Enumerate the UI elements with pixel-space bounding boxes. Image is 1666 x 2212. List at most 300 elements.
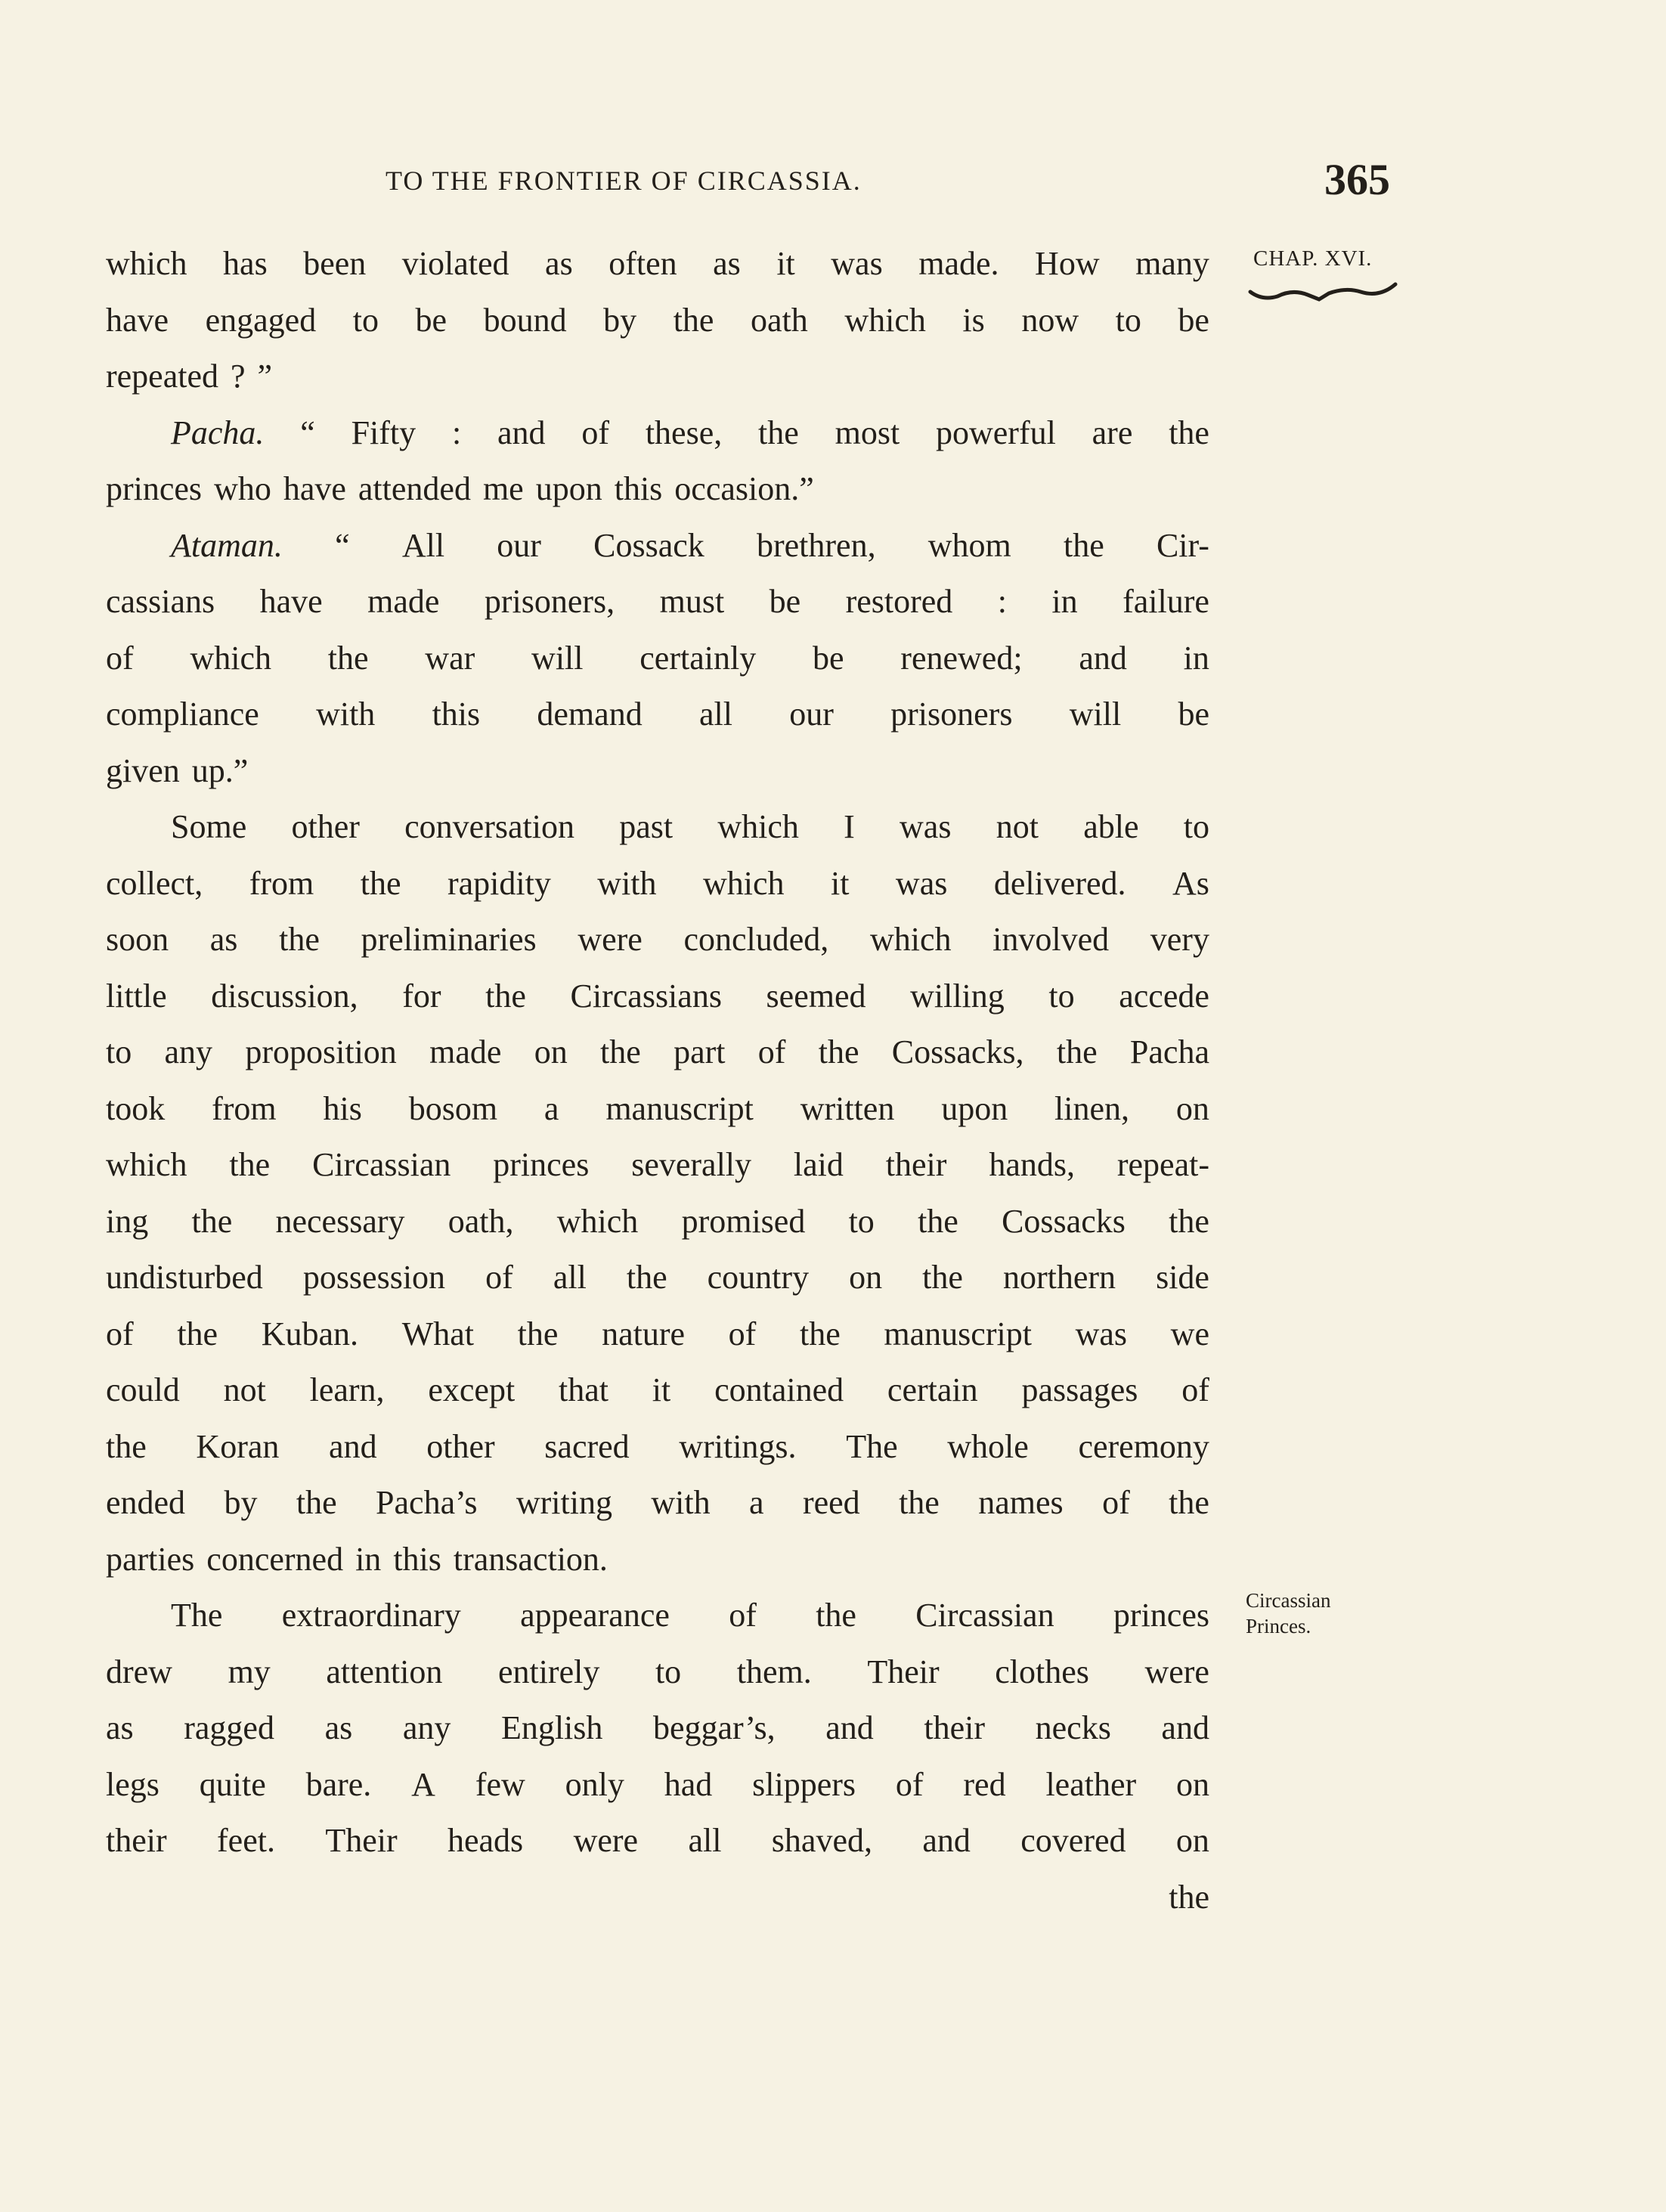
word: the <box>106 1427 147 1465</box>
word: on <box>534 1033 568 1070</box>
word: the <box>327 639 369 677</box>
word: to <box>352 301 379 339</box>
word: repeated <box>106 358 218 395</box>
word: leather <box>1045 1765 1137 1803</box>
word: was <box>900 808 952 845</box>
word: of <box>581 414 609 451</box>
word: not <box>996 808 1039 845</box>
word: beggar’s, <box>652 1709 776 1746</box>
word: which <box>844 301 926 339</box>
word: not <box>223 1371 266 1408</box>
word: on <box>1175 1089 1209 1127</box>
word: princes <box>1113 1597 1209 1634</box>
word: was <box>895 864 948 902</box>
word: bare. <box>305 1765 372 1803</box>
word: attended <box>358 470 471 507</box>
speaker-label: Ataman. <box>171 526 283 564</box>
word: and <box>1161 1709 1209 1746</box>
word: in <box>1051 583 1078 620</box>
word: was <box>1075 1315 1128 1352</box>
word: other <box>291 808 360 845</box>
word: restored <box>845 583 953 620</box>
side-note-line: Circassian <box>1246 1589 1331 1612</box>
text-line <box>106 293 1209 349</box>
word: is <box>962 301 985 339</box>
word: was <box>831 245 883 282</box>
word: be <box>1178 696 1209 733</box>
text-line <box>106 1250 1209 1306</box>
word: few <box>475 1765 525 1803</box>
word: the <box>1169 1484 1209 1521</box>
word: on <box>849 1259 883 1296</box>
word: our <box>497 526 541 564</box>
word: who <box>214 470 271 507</box>
word: hands, <box>989 1146 1075 1183</box>
word: : <box>997 583 1007 620</box>
word: concerned <box>206 1540 344 1578</box>
word: often <box>608 245 677 282</box>
word: writing <box>516 1484 612 1521</box>
word: covered <box>1020 1822 1126 1859</box>
word: learn, <box>309 1371 385 1408</box>
word: soon <box>106 921 169 958</box>
text-line <box>106 1757 1209 1814</box>
word: me <box>482 470 524 507</box>
text-line <box>106 1362 1209 1419</box>
text-line <box>106 1870 1209 1926</box>
word: with <box>597 864 657 902</box>
text-line <box>106 1194 1209 1250</box>
word: war <box>425 639 475 677</box>
word: certain <box>887 1371 978 1408</box>
word: quite <box>199 1765 266 1803</box>
word: the <box>1169 414 1209 451</box>
word: Cossacks <box>1002 1202 1126 1240</box>
word: little <box>106 977 167 1015</box>
word: most <box>835 414 900 451</box>
word: my <box>228 1653 271 1690</box>
text-line <box>106 405 1209 462</box>
word: bosom <box>408 1089 498 1127</box>
word: the <box>360 864 401 902</box>
running-title: TO THE FRONTIER OF CIRCASSIA. <box>386 166 862 196</box>
text-line <box>106 574 1209 630</box>
word: seemed <box>766 977 866 1015</box>
word: legs <box>106 1765 159 1803</box>
word: to <box>848 1202 875 1240</box>
word: princes <box>493 1146 590 1183</box>
word: which <box>190 639 271 677</box>
page-number: 365 <box>1324 155 1390 204</box>
word: be <box>812 639 844 677</box>
word: cassians <box>106 583 215 620</box>
word: transaction. <box>453 1540 608 1578</box>
word: attention <box>326 1653 443 1690</box>
word: only <box>565 1765 624 1803</box>
word: upon <box>941 1089 1008 1127</box>
word: nature <box>602 1315 686 1352</box>
word: their <box>924 1709 986 1746</box>
word: occasion.” <box>674 470 814 507</box>
word: it <box>831 864 850 902</box>
word: it <box>776 245 795 282</box>
word: drew <box>106 1653 172 1690</box>
word: many <box>1135 245 1209 282</box>
word: Cossacks, <box>891 1033 1024 1070</box>
word: of <box>485 1259 513 1296</box>
word: which <box>703 864 785 902</box>
word: from <box>212 1089 277 1127</box>
word: writings. <box>679 1427 797 1465</box>
word: Cossack <box>593 526 704 564</box>
text-line <box>106 686 1209 743</box>
word: and <box>825 1709 874 1746</box>
side-note <box>1246 1588 1330 1639</box>
word: ” <box>257 358 273 395</box>
speaker-label: Pacha. <box>171 414 265 451</box>
word: will <box>1069 696 1122 733</box>
word: this <box>614 470 663 507</box>
word: accede <box>1119 977 1209 1015</box>
word: any <box>164 1033 213 1070</box>
word: able <box>1083 808 1139 845</box>
word: Some <box>171 808 247 845</box>
word: English <box>500 1709 603 1746</box>
word: our <box>789 696 834 733</box>
word: passages <box>1021 1371 1138 1408</box>
text-line <box>106 856 1209 912</box>
word: Koran <box>196 1427 280 1465</box>
word: on <box>1175 1822 1209 1859</box>
word: the <box>296 1484 337 1521</box>
word: the <box>918 1202 958 1240</box>
word: of <box>1181 1371 1209 1408</box>
word: to <box>1048 977 1075 1015</box>
word: as <box>713 245 741 282</box>
word: of <box>106 639 134 677</box>
word: made <box>429 1033 502 1070</box>
word: given <box>106 751 180 789</box>
word: willing <box>910 977 1005 1015</box>
word: the <box>600 1033 641 1070</box>
text-line <box>106 1813 1209 1870</box>
word: must <box>659 583 725 620</box>
word: ragged <box>184 1709 274 1746</box>
word: shaved, <box>771 1822 872 1859</box>
word: entirely <box>497 1653 600 1690</box>
word: to <box>1183 808 1209 845</box>
text-line <box>106 236 1209 293</box>
word: in <box>1183 639 1209 677</box>
word: Pacha’s <box>376 1484 478 1521</box>
word: on <box>1176 1765 1209 1803</box>
text-line <box>106 1137 1209 1194</box>
word: now <box>1021 301 1079 339</box>
word: made. <box>918 245 999 282</box>
word: all <box>698 696 732 733</box>
text-line <box>106 461 1209 518</box>
word: side <box>1156 1259 1209 1296</box>
text-line <box>106 968 1209 1025</box>
text-line <box>106 1644 1209 1701</box>
word: the <box>899 1484 940 1521</box>
word: necessary <box>275 1202 405 1240</box>
word: as <box>545 245 573 282</box>
word: northern <box>1002 1259 1116 1296</box>
word: to <box>106 1033 132 1070</box>
word: of <box>106 1315 134 1352</box>
text-line <box>106 1475 1209 1532</box>
word: which <box>717 808 799 845</box>
word: in <box>355 1540 382 1578</box>
word: the <box>818 1033 859 1070</box>
word: this <box>393 1540 441 1578</box>
word: of <box>1102 1484 1130 1521</box>
word: up.” <box>191 751 249 789</box>
word: Cir- <box>1156 526 1209 564</box>
word: any <box>402 1709 451 1746</box>
flourish-ornament <box>1247 281 1398 311</box>
word: which <box>556 1202 639 1240</box>
word: were <box>1144 1653 1209 1690</box>
chapter-marginal: CHAP. XVI. <box>1253 246 1373 271</box>
word: past <box>619 808 674 845</box>
word: the <box>191 1202 233 1240</box>
word: The <box>846 1427 898 1465</box>
word: rapidity <box>447 864 551 902</box>
word: by <box>603 301 637 339</box>
word: clothes <box>995 1653 1089 1690</box>
word: collect, <box>106 864 203 902</box>
word: has <box>223 245 268 282</box>
text-line <box>106 912 1209 968</box>
text-line <box>106 1419 1209 1476</box>
text-line <box>106 1588 1209 1644</box>
word: all <box>553 1259 587 1296</box>
word: whom <box>927 526 1011 564</box>
word: this <box>432 696 481 733</box>
word: possession <box>302 1259 446 1296</box>
word: all <box>688 1822 722 1859</box>
word: reed <box>802 1484 860 1521</box>
word: the <box>816 1597 856 1634</box>
word: As <box>1172 864 1209 902</box>
text-line <box>106 1024 1209 1081</box>
word: very <box>1150 921 1209 958</box>
word: contained <box>714 1371 844 1408</box>
word: ing <box>106 1202 149 1240</box>
word: as <box>324 1709 353 1746</box>
word: Kuban. <box>261 1315 359 1352</box>
word: to <box>655 1653 682 1690</box>
word: prisoners, <box>484 583 615 620</box>
word: of <box>757 1033 786 1070</box>
word: oath <box>751 301 808 339</box>
word: them. <box>736 1653 812 1690</box>
word: the <box>673 301 714 339</box>
word: ended <box>106 1484 186 1521</box>
text-line <box>106 1532 1209 1588</box>
word: the <box>626 1259 667 1296</box>
word: which <box>106 1146 187 1183</box>
word: promised <box>681 1202 806 1240</box>
word: which <box>869 921 952 958</box>
word: conversation <box>404 808 574 845</box>
word: the <box>1056 1033 1098 1070</box>
word: the <box>922 1259 963 1296</box>
word: had <box>664 1765 713 1803</box>
word: The <box>171 1597 223 1634</box>
word: sacred <box>544 1427 630 1465</box>
word: of <box>895 1765 924 1803</box>
word: manuscript <box>884 1315 1032 1352</box>
body-text <box>106 236 1209 1925</box>
word: Fifty <box>351 414 416 451</box>
word: linen, <box>1054 1089 1130 1127</box>
side-note-line: Princes. <box>1246 1615 1311 1637</box>
word: the <box>229 1146 271 1183</box>
word: renewed; <box>900 639 1023 677</box>
word: necks <box>1035 1709 1111 1746</box>
word: are <box>1092 414 1133 451</box>
word: and <box>329 1427 377 1465</box>
word: I <box>844 808 855 845</box>
word: from <box>249 864 314 902</box>
word: and <box>1079 639 1127 677</box>
word: country <box>707 1259 810 1296</box>
word: except <box>428 1371 516 1408</box>
word: certainly <box>639 639 757 677</box>
word: ceremony <box>1078 1427 1209 1465</box>
word: repeat- <box>1116 1146 1209 1183</box>
word: All <box>401 526 445 564</box>
word: whole <box>947 1427 1029 1465</box>
word: prisoners <box>890 696 1013 733</box>
word: with <box>651 1484 711 1521</box>
word: part <box>674 1033 726 1070</box>
word: a <box>543 1089 559 1127</box>
word: compliance <box>106 696 259 733</box>
word: concluded, <box>683 921 829 958</box>
word: that <box>559 1371 608 1408</box>
word: laid <box>793 1146 844 1183</box>
word: slippers <box>752 1765 856 1803</box>
word: parties <box>106 1540 195 1578</box>
text-line <box>106 1700 1209 1757</box>
word: a <box>749 1484 764 1521</box>
word: discussion, <box>211 977 358 1015</box>
word: the <box>1169 1202 1209 1240</box>
word: severally <box>631 1146 752 1183</box>
word: it <box>652 1371 671 1408</box>
word: of <box>729 1597 757 1634</box>
word: as <box>209 921 238 958</box>
word: the <box>517 1315 559 1352</box>
word: be <box>769 583 801 620</box>
text-line <box>106 630 1209 687</box>
word: the <box>177 1315 218 1352</box>
word: red <box>963 1765 1006 1803</box>
word: as <box>106 1709 134 1746</box>
word: manuscript <box>605 1089 754 1127</box>
word: their <box>885 1146 947 1183</box>
word: Circassian <box>312 1146 451 1183</box>
word: been <box>303 245 367 282</box>
word: and <box>497 414 546 451</box>
word: the <box>1063 526 1104 564</box>
text-line <box>106 518 1209 575</box>
word: the <box>799 1315 841 1352</box>
word: powerful <box>936 414 1056 451</box>
word: to <box>1115 301 1141 339</box>
word: were <box>578 921 643 958</box>
word: could <box>106 1371 180 1408</box>
word: proposition <box>245 1033 397 1070</box>
word: be <box>415 301 447 339</box>
word: engaged <box>205 301 317 339</box>
word: What <box>401 1315 474 1352</box>
word: Circassians <box>570 977 722 1015</box>
word: which <box>106 245 187 282</box>
word: princes <box>106 470 203 507</box>
word: failure <box>1123 583 1209 620</box>
word: written <box>800 1089 895 1127</box>
word: “ <box>300 414 315 451</box>
word: have <box>259 583 323 620</box>
text-line <box>106 799 1209 856</box>
word: be <box>1178 301 1209 339</box>
word: bound <box>483 301 567 339</box>
word: ? <box>231 358 246 395</box>
word: were <box>573 1822 639 1859</box>
text-line <box>106 349 1209 405</box>
word: took <box>106 1089 166 1127</box>
word: appearance <box>520 1597 670 1634</box>
word: involved <box>992 921 1110 958</box>
word: violated <box>401 245 509 282</box>
word: the <box>1169 1878 1209 1916</box>
word: the <box>485 977 526 1015</box>
word: oath, <box>447 1202 514 1240</box>
word: these, <box>645 414 723 451</box>
word: made <box>367 583 440 620</box>
word: delivered. <box>993 864 1126 902</box>
word: Their <box>867 1653 940 1690</box>
word: their <box>106 1822 167 1859</box>
word: the <box>758 414 799 451</box>
word: Circassian <box>915 1597 1054 1634</box>
text-line <box>106 1306 1209 1363</box>
word: for <box>402 977 441 1015</box>
word: his <box>323 1089 362 1127</box>
word: heads <box>447 1822 524 1859</box>
word: have <box>283 470 346 507</box>
word: will <box>531 639 584 677</box>
word: How <box>1035 245 1100 282</box>
word: preliminaries <box>361 921 537 958</box>
word: A <box>411 1765 435 1803</box>
word: extraordinary <box>281 1597 461 1634</box>
word: Pacha <box>1129 1033 1209 1070</box>
word: upon <box>535 470 602 507</box>
word: the <box>279 921 320 958</box>
word: : <box>451 414 462 451</box>
word: brethren, <box>756 526 876 564</box>
word: “ <box>335 526 350 564</box>
word: demand <box>537 696 643 733</box>
word: undisturbed <box>106 1259 263 1296</box>
word: and <box>922 1822 971 1859</box>
